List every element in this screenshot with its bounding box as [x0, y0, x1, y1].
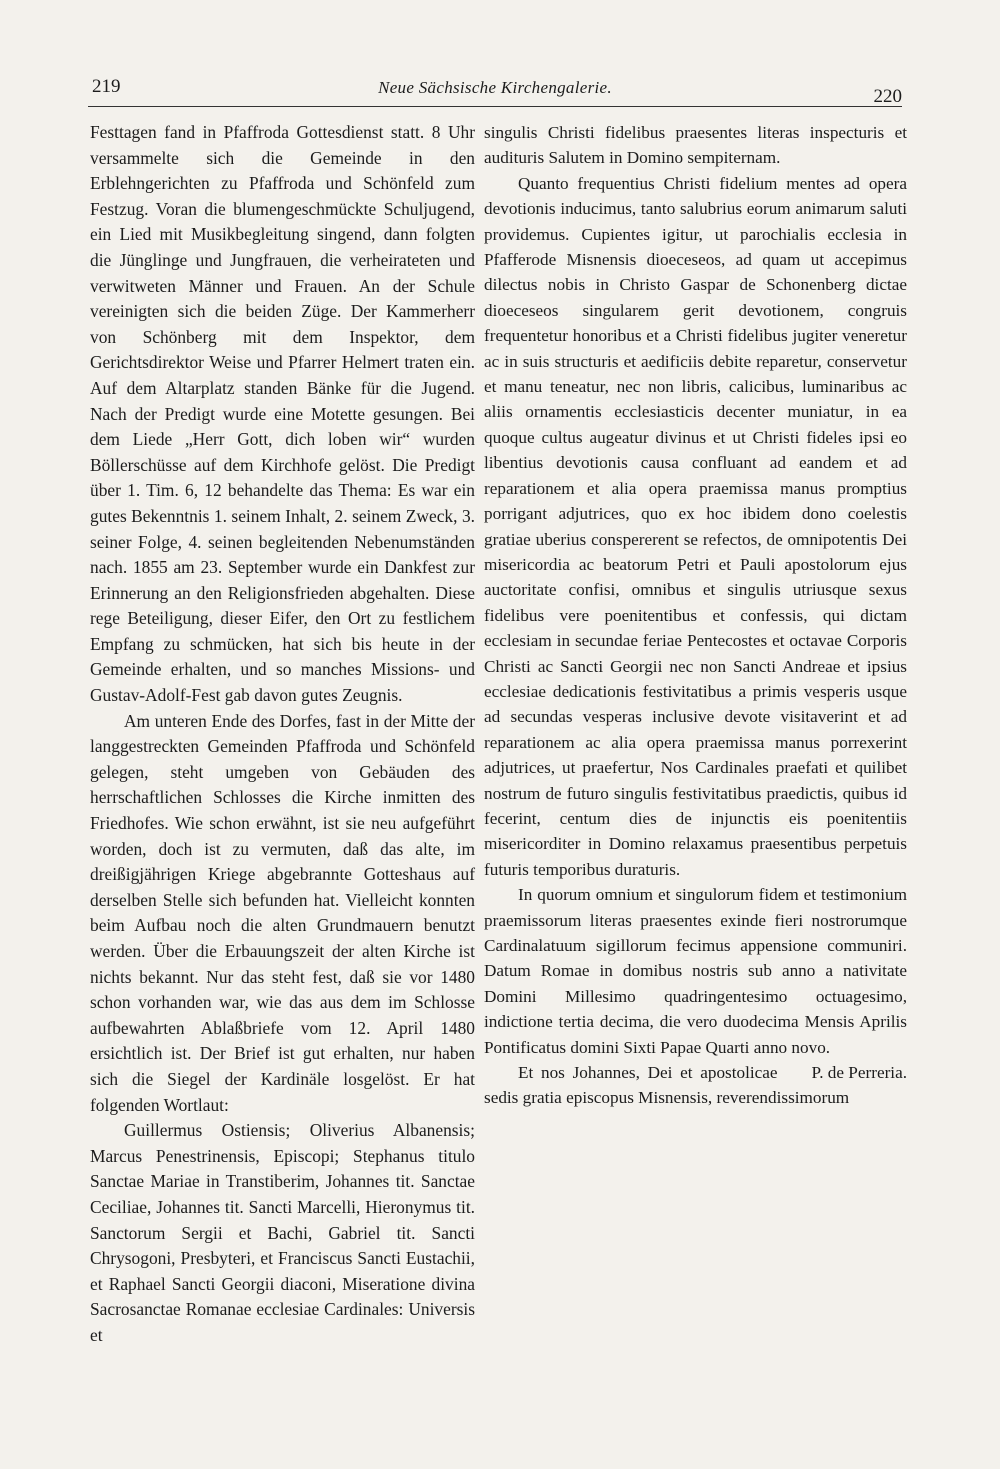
left-column	[90, 120, 475, 1349]
right-paragraph-1: singulis Christi fidelibus praesentes literas inspecturis et audituris Salutem in Domino sempiternam.	[484, 123, 907, 168]
running-title: Neue Sächsische Kirchengalerie.	[378, 78, 612, 97]
left-paragraph-2: Am unteren Ende des Dorfes, fast in der Mitte der langgestreckten Gemeinden Pfaffroda und Schönfeld gelegen, steht umgeben von Gebäuden des herrschaftlichen Schlosses die Kirche inmitten des Friedhofes. Wie schon erwähnt, ist sie neu aufgeführt worden, doch ist zu vermuten, daß das alte, im dreißigjährigen Kriege abgebrannte Gotteshaus auf derselben Stelle sich befunden hat. Vielleicht konnten beim Aufbau noch die alten Grundmauern benutzt werden. Über die Erbauungszeit der alten Kirche ist nichts bekannt. Nur das steht fest, daß sie vor 1480 schon vorhanden war, wie das aus dem im Schlosse aufbewahrten Ablaßbriefe vom 12. April 1480 ersichtlich ist. Der Brief ist gut erhalten, nur haben sich die Siegel der Kardinäle losgelöst. Er hat folgenden Wortlaut:	[90, 710, 475, 1115]
right-paragraph-2: Quanto frequentius Christi fidelium mentes ad opera devotionis inducimus, tanto salubrius eorum animarum saluti providemus. Cupientes igitur, ut parochialis ecclesia in Pfafferode Misnensis dioeceseos, ad quam ut accepimus dilectus nobis in Christo Gaspar de Schonenberg dictae dioeceseos singularem gerit devotionem, congruis frequentetur honoribus et a Christi fidelibus jugiter veneretur ac in suis structuris et aedificiis debite reparetur, conservetur et manu teneatur, nec non libris, calicibus, luminaribus ac aliis ornamentis ecclesiasticis decenter muniatur, in ea quoque cultus augeatur divinus et ut Christi fideles ipsi eo libentius devotionis causa confluant ad eandem et ad reparationem et alia opera praemissa manus promptius porrigant adjutrices, quo ex hoc ibidem dono coelestis gratiae uberius conspererent se refectos, de omnipotentis Dei misericordia ac beatorum Petri et Pauli apostolorum ejus auctoritate confisi, omnibus et singulis utriusque sexus fidelibus vere poenitentibus et confessis, qui dictam ecclesiam in secundae feriae Pentecostes et octavae Corporis Christi ac Sancti Georgii nec non Sancti Andreae et ipsius ecclesiae dedicationis festivitatibus a primis vesperis usque ad secundas vesperas inclusive devote visitaverint et ad reparationem ac alia opera praemissa manus porrexerint adjutrices, ut praefertur, Nos Cardinales praefati et quilibet nostrum de futuro singulis festivitatibus praedictis, quibus id fecerint, centum dies de injunctis eis poenitentiis misericorditer in Domino relaxamus praesentibus perpetuis futuris temporibus duraturis.	[484, 173, 907, 879]
left-paragraph-3: Guillermus Ostiensis; Oliverius Albanensis; Marcus Penestrinensis, Episcopi; Stephanus titulo Sanctae Mariae in Transtiberim, Johannes tit. Sanctae Ceciliae, Johannes tit. Sancti Marcelli, Hieronymus tit. Sanctorum Sergii et Bachi, Gabriel tit. Sancti Chrysogoni, Presbyteri, et Franciscus Sancti Eustachii, et Raphael Sancti Georgii diaconi, Miseratione divina Sacrosanctae Romanae ecclesiae Cardinales: Universis et	[90, 1120, 475, 1345]
signature: P. de Perreria.	[811, 1063, 907, 1083]
page-header	[88, 72, 902, 107]
right-page-number: 220	[873, 86, 902, 107]
right-column	[484, 120, 907, 1111]
right-paragraph-4: Et nos Johannes, Dei et apostolicae sedis gratia episcopus Misnensis, reverendissimorum	[484, 1063, 850, 1108]
right-paragraph-3-text: In quorum omnium et singulorum fidem et testimonium praemissorum literas praesentes exinde fieri nostrorumque Cardinalatuum sigillorum fecimus appensione communiri. Datum Romae in domibus nostris sub anno a nativitate Domini Millesimo quadringentesimo octuagesimo, indictione tertia decima, die vero duodecima Mensis Aprilis Pontificatus domini Sixti Papae Quarti anno novo.	[484, 885, 907, 1057]
left-page-number: 219	[92, 76, 121, 97]
right-paragraph-3	[484, 882, 907, 1083]
left-paragraph-1: Festtagen fand in Pfaffroda Gottesdienst statt. 8 Uhr versammelte sich die Gemeinde in den Erblehngerichten zu Pfaffroda und Schönfeld zum Festzug. Voran die blumengeschmückte Schuljugend, ein Lied mit Musikbegleitung singend, dann folgten die Jünglinge und Jungfrauen, die verheirateten und verwitweten Männer und Frauen. An der Schule vereinigten sich die beiden Züge. Der Kammerherr von Schönberg mit dem Inspektor, dem Gerichtsdirektor Weise und Pfarrer Helmert traten ein. Auf dem Altarplatz standen Bänke für die Jugend. Nach der Predigt wurde eine Motette gesungen. Bei dem Liede „Herr Gott, dich loben wir“ wurden Böllerschüsse auf dem Kirchhofe gelöst. Die Predigt über 1. Tim. 6, 12 behandelte das Thema: Es war ein gutes Bekenntnis 1. seinem Inhalt, 2. seinem Zweck, 3. seiner Folge, 4. seinen begleitenden Nebenumständen nach. 1855 am 23. September wurde ein Dankfest zur Erinnerung an den Religionsfrieden abgehalten. Diese rege Beteiligung, dieser Eifer, den Ort zu festlichem Empfang zu schmücken, hat sich bis heute in der Gemeinde erhalten, und so manches Missions- und Gustav-Adolf-Fest gab davon gutes Zeugnis.	[90, 122, 475, 706]
